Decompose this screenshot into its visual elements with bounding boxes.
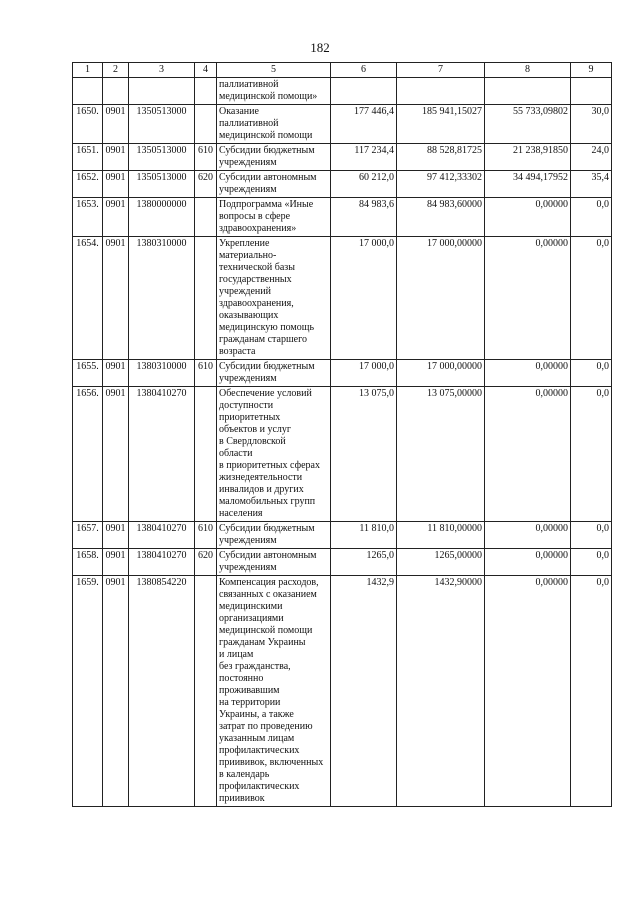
refined-amount-cell: 88 528,81725 — [397, 144, 485, 171]
section-code-cell: 0901 — [103, 237, 129, 360]
refined-amount-cell: 17 000,00000 — [397, 237, 485, 360]
refined-amount-cell: 17 000,00000 — [397, 360, 485, 387]
section-code-cell: 0901 — [103, 576, 129, 807]
approved-amount-cell: 17 000,0 — [331, 360, 397, 387]
approved-amount-cell: 177 446,4 — [331, 105, 397, 144]
continuation-row — [73, 78, 612, 105]
expense-type-cell: 610 — [195, 522, 217, 549]
refined-amount-cell: 84 983,60000 — [397, 198, 485, 237]
percent-cell: 0,0 — [571, 522, 612, 549]
continuation-description: паллиативной медицинской помощи» — [217, 78, 331, 105]
target-code-cell: 1380310000 — [129, 360, 195, 387]
executed-amount-cell: 0,00000 — [485, 549, 571, 576]
executed-amount-cell: 21 238,91850 — [485, 144, 571, 171]
description-cell: Субсидии автономным учреждениям — [217, 171, 331, 198]
column-header: 5 — [217, 63, 331, 78]
executed-amount-cell: 0,00000 — [485, 237, 571, 360]
row-number-cell: 1658. — [73, 549, 103, 576]
expense-type-cell: 620 — [195, 171, 217, 198]
target-code-cell: 1380410270 — [129, 549, 195, 576]
column-header: 6 — [331, 63, 397, 78]
table-row — [73, 105, 612, 144]
column-header: 8 — [485, 63, 571, 78]
column-header: 7 — [397, 63, 485, 78]
section-code-cell: 0901 — [103, 144, 129, 171]
refined-amount-cell: 1265,00000 — [397, 549, 485, 576]
page-number: 182 — [310, 40, 330, 55]
refined-amount-cell: 13 075,00000 — [397, 387, 485, 522]
executed-amount-cell: 0,00000 — [485, 198, 571, 237]
percent-cell: 0,0 — [571, 387, 612, 522]
table-row — [73, 549, 612, 576]
row-number-cell: 1656. — [73, 387, 103, 522]
column-header: 4 — [195, 63, 217, 78]
executed-amount-cell: 34 494,17952 — [485, 171, 571, 198]
approved-amount-cell: 84 983,6 — [331, 198, 397, 237]
description-cell: Подпрограмма «Иные вопросы в сфере здравоохранения» — [217, 198, 331, 237]
section-code-cell: 0901 — [103, 549, 129, 576]
approved-amount-cell: 1432,9 — [331, 576, 397, 807]
budget-table — [72, 62, 612, 807]
section-code-cell: 0901 — [103, 198, 129, 237]
target-code-cell: 1380410270 — [129, 522, 195, 549]
percent-cell: 24,0 — [571, 144, 612, 171]
approved-amount-cell: 17 000,0 — [331, 237, 397, 360]
expense-type-cell — [195, 576, 217, 807]
target-code-cell: 1380000000 — [129, 198, 195, 237]
target-code-cell: 1380310000 — [129, 237, 195, 360]
target-code-cell: 1380410270 — [129, 387, 195, 522]
executed-amount-cell: 0,00000 — [485, 360, 571, 387]
percent-cell: 0,0 — [571, 360, 612, 387]
table-row — [73, 198, 612, 237]
row-number-cell: 1655. — [73, 360, 103, 387]
refined-amount-cell: 97 412,33302 — [397, 171, 485, 198]
table-row — [73, 144, 612, 171]
target-code-cell: 1350513000 — [129, 144, 195, 171]
expense-type-cell: 610 — [195, 360, 217, 387]
description-cell: Оказание паллиативной медицинской помощи — [217, 105, 331, 144]
table-row — [73, 171, 612, 198]
row-number-cell: 1652. — [73, 171, 103, 198]
expense-type-cell: 620 — [195, 549, 217, 576]
row-number-cell: 1653. — [73, 198, 103, 237]
expense-type-cell — [195, 387, 217, 522]
approved-amount-cell: 60 212,0 — [331, 171, 397, 198]
refined-amount-cell: 11 810,00000 — [397, 522, 485, 549]
refined-amount-cell: 185 941,15027 — [397, 105, 485, 144]
table-header-row — [73, 63, 612, 78]
executed-amount-cell: 0,00000 — [485, 522, 571, 549]
table-row — [73, 360, 612, 387]
refined-amount-cell: 1432,90000 — [397, 576, 485, 807]
expense-type-cell — [195, 237, 217, 360]
approved-amount-cell: 13 075,0 — [331, 387, 397, 522]
description-cell: Субсидии бюджетным учреждениям — [217, 144, 331, 171]
percent-cell: 35,4 — [571, 171, 612, 198]
row-number-cell: 1657. — [73, 522, 103, 549]
column-header: 2 — [103, 63, 129, 78]
description-cell: Укрепление материально- технической базы государственных учреждений здравоохранения, оказывающих медицинскую помощь гражданам старшего возраста — [217, 237, 331, 360]
column-header: 3 — [129, 63, 195, 78]
section-code-cell: 0901 — [103, 171, 129, 198]
table-row — [73, 387, 612, 522]
description-cell: Субсидии бюджетным учреждениям — [217, 360, 331, 387]
description-cell: Компенсация расходов, связанных с оказанием медицинскими организациями медицинской помощи гражданам Украины и лицам без гражданства, постоянно проживавшим на территории Украины, а также затрат по проведению указанным лицам профилактических приививок, включенных в календарь профилактических приививок — [217, 576, 331, 807]
expense-type-cell — [195, 198, 217, 237]
description-cell: Субсидии автономным учреждениям — [217, 549, 331, 576]
description-cell: Обеспечение условий доступности приоритетных объектов и услуг в Свердловской области в приоритетных сферах жизнедеятельности инвалидов и других маломобильных групп населения — [217, 387, 331, 522]
executed-amount-cell: 0,00000 — [485, 576, 571, 807]
approved-amount-cell: 117 234,4 — [331, 144, 397, 171]
section-code-cell: 0901 — [103, 387, 129, 522]
percent-cell: 0,0 — [571, 237, 612, 360]
percent-cell: 30,0 — [571, 105, 612, 144]
table-row — [73, 237, 612, 360]
row-number-cell: 1659. — [73, 576, 103, 807]
executed-amount-cell: 0,00000 — [485, 387, 571, 522]
section-code-cell: 0901 — [103, 105, 129, 144]
target-code-cell: 1350513000 — [129, 105, 195, 144]
percent-cell: 0,0 — [571, 576, 612, 807]
row-number-cell: 1654. — [73, 237, 103, 360]
section-code-cell: 0901 — [103, 522, 129, 549]
approved-amount-cell: 1265,0 — [331, 549, 397, 576]
section-code-cell: 0901 — [103, 360, 129, 387]
row-number-cell: 1650. — [73, 105, 103, 144]
approved-amount-cell: 11 810,0 — [331, 522, 397, 549]
expense-type-cell — [195, 105, 217, 144]
column-header: 1 — [73, 63, 103, 78]
target-code-cell: 1350513000 — [129, 171, 195, 198]
description-cell: Субсидии бюджетным учреждениям — [217, 522, 331, 549]
table-row — [73, 576, 612, 807]
table-row — [73, 522, 612, 549]
percent-cell: 0,0 — [571, 198, 612, 237]
column-header: 9 — [571, 63, 612, 78]
executed-amount-cell: 55 733,09802 — [485, 105, 571, 144]
expense-type-cell: 610 — [195, 144, 217, 171]
target-code-cell: 1380854220 — [129, 576, 195, 807]
row-number-cell: 1651. — [73, 144, 103, 171]
percent-cell: 0,0 — [571, 549, 612, 576]
